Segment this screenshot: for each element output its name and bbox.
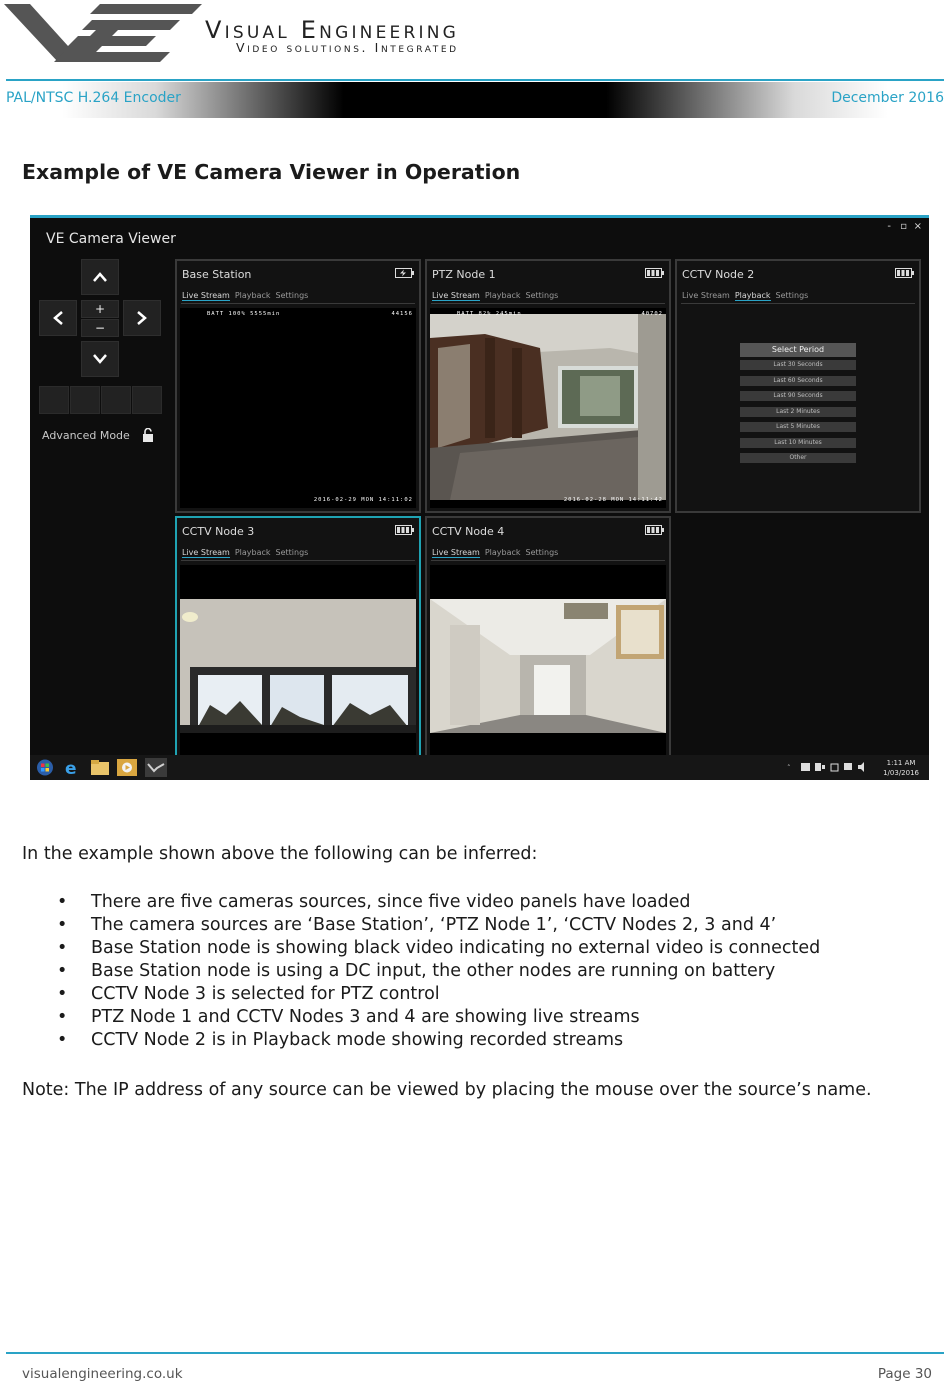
tab-live-stream[interactable]: Live Stream bbox=[182, 548, 230, 557]
preset-button-4[interactable] bbox=[132, 386, 162, 414]
document-title: PAL/NTSC H.264 Encoder bbox=[6, 90, 181, 106]
footer-rule bbox=[6, 1352, 944, 1354]
list-item-text: Base Station node is using a DC input, the other nodes are running on battery bbox=[91, 961, 776, 981]
tab-settings[interactable]: Settings bbox=[275, 291, 309, 300]
unlock-icon[interactable] bbox=[142, 428, 154, 442]
clock-time: 1:11 AM bbox=[886, 759, 916, 767]
video-panel-ptz-node-1[interactable] bbox=[425, 259, 671, 513]
period-option[interactable]: Last 30 Seconds bbox=[740, 360, 856, 370]
document-date: December 2016 bbox=[831, 90, 944, 106]
footer-website: visualengineering.co.uk bbox=[22, 1366, 183, 1382]
start-button-icon[interactable] bbox=[34, 758, 56, 777]
pan-right-button[interactable] bbox=[123, 300, 161, 336]
video-feed-corridor bbox=[430, 565, 666, 765]
video-panel-cctv-node-2[interactable] bbox=[675, 259, 921, 513]
video-panel-cctv-node-3[interactable] bbox=[175, 516, 421, 770]
battery-icon bbox=[645, 525, 664, 535]
panel-divider bbox=[681, 303, 915, 304]
period-option[interactable]: Other bbox=[740, 453, 856, 463]
panel-divider bbox=[431, 560, 665, 561]
select-period-header: Select Period bbox=[740, 343, 856, 357]
osd-timestamp: 2016-02-29 MON 14:11:02 bbox=[313, 497, 413, 503]
chevron-left-icon bbox=[53, 311, 63, 325]
ve-camera-viewer-taskbar-icon[interactable] bbox=[145, 758, 167, 777]
stairwell-scene bbox=[430, 308, 666, 508]
video-feed-window-room bbox=[180, 565, 416, 765]
list-item bbox=[57, 1006, 820, 1029]
panel-divider bbox=[431, 303, 665, 304]
video-panel-base-station[interactable] bbox=[175, 259, 421, 513]
period-option[interactable]: Last 2 Minutes bbox=[740, 407, 856, 417]
battery-icon bbox=[895, 268, 914, 278]
pan-left-button[interactable] bbox=[39, 300, 77, 336]
panel-title[interactable]: CCTV Node 3 bbox=[182, 525, 255, 538]
restore-button[interactable]: ▫ bbox=[900, 221, 907, 232]
app-title: VE Camera Viewer bbox=[46, 231, 176, 247]
panel-title[interactable]: CCTV Node 2 bbox=[682, 268, 755, 281]
brand-tagline: Video solutions. Integrated bbox=[236, 40, 459, 55]
list-item-text: CCTV Node 2 is in Playback mode showing recorded streams bbox=[91, 1030, 624, 1050]
inference-list bbox=[57, 891, 820, 1052]
camera-viewer-screenshot bbox=[30, 215, 929, 780]
ve-logo bbox=[0, 0, 205, 66]
panel-tabs bbox=[682, 291, 813, 300]
panel-divider bbox=[181, 560, 415, 561]
internet-explorer-icon[interactable] bbox=[61, 758, 83, 777]
tab-settings[interactable]: Settings bbox=[275, 548, 309, 557]
system-tray-icons[interactable] bbox=[787, 761, 871, 773]
svg-text:e: e bbox=[65, 759, 77, 777]
chevron-up-icon bbox=[93, 272, 107, 282]
page-number: Page 30 bbox=[877, 1366, 932, 1382]
close-button[interactable]: × bbox=[913, 221, 922, 232]
panel-title[interactable]: Base Station bbox=[182, 268, 252, 281]
preset-button-2[interactable] bbox=[70, 386, 100, 414]
zoom-in-button[interactable]: + bbox=[81, 300, 119, 318]
period-option[interactable]: Last 10 Minutes bbox=[740, 438, 856, 448]
preset-button-3[interactable] bbox=[101, 386, 131, 414]
osd-battery: BATT 100% 5555min bbox=[207, 311, 281, 317]
osd-counter: 44156 bbox=[391, 311, 413, 317]
tab-playback[interactable]: Playback bbox=[484, 291, 521, 300]
battery-icon bbox=[645, 268, 664, 278]
osd-counter: 40702 bbox=[641, 311, 663, 317]
window-room-scene bbox=[180, 565, 416, 765]
period-option[interactable]: Last 90 Seconds bbox=[740, 391, 856, 401]
dc-power-icon bbox=[395, 268, 414, 278]
advanced-mode-label: Advanced Mode bbox=[42, 429, 130, 442]
section-title: Example of VE Camera Viewer in Operation bbox=[22, 160, 521, 184]
media-player-icon[interactable] bbox=[116, 758, 138, 777]
corridor-scene bbox=[430, 565, 666, 765]
video-panel-cctv-node-4[interactable] bbox=[425, 516, 671, 770]
panel-tabs bbox=[182, 291, 313, 300]
panel-tabs bbox=[432, 291, 563, 300]
note-paragraph: Note: The IP address of any source can be viewed by placing the mouse over the source’s name. bbox=[22, 1080, 872, 1100]
list-item-text: There are five cameras sources, since five video panels have loaded bbox=[91, 892, 691, 912]
tab-live-stream[interactable]: Live Stream bbox=[682, 291, 730, 300]
playback-period-menu bbox=[740, 343, 856, 469]
window-accent bbox=[30, 215, 929, 218]
chevron-right-icon bbox=[137, 311, 147, 325]
preset-button-1[interactable] bbox=[39, 386, 69, 414]
panel-title[interactable]: CCTV Node 4 bbox=[432, 525, 505, 538]
zoom-out-button[interactable]: − bbox=[81, 319, 119, 337]
list-item bbox=[57, 983, 820, 1006]
list-item bbox=[57, 891, 820, 914]
bullet-marker: • bbox=[57, 984, 68, 1004]
list-item bbox=[57, 1029, 820, 1052]
bullet-marker: • bbox=[57, 892, 68, 912]
header-rule bbox=[6, 79, 944, 81]
list-item bbox=[57, 937, 820, 960]
list-item-text: Base Station node is showing black video indicating no external video is connected bbox=[91, 938, 821, 958]
tab-playback[interactable]: Playback bbox=[484, 548, 521, 557]
period-option[interactable]: Last 5 Minutes bbox=[740, 422, 856, 432]
minimize-button[interactable]: - bbox=[887, 221, 891, 232]
tab-settings[interactable]: Settings bbox=[525, 291, 559, 300]
intro-paragraph: In the example shown above the following can be inferred: bbox=[22, 844, 538, 864]
file-explorer-icon[interactable] bbox=[89, 758, 111, 777]
chevron-down-icon bbox=[93, 354, 107, 364]
video-feed-stairwell bbox=[430, 308, 666, 508]
list-item-text: CCTV Node 3 is selected for PTZ control bbox=[91, 984, 440, 1004]
pan-up-button[interactable] bbox=[81, 259, 119, 295]
bullet-marker: • bbox=[57, 961, 68, 981]
brand-title: Visual Engineering bbox=[205, 16, 459, 44]
tab-live-stream[interactable]: Live Stream bbox=[432, 548, 480, 557]
windows-taskbar bbox=[30, 755, 929, 780]
bullet-marker: • bbox=[57, 938, 68, 958]
list-item-text: The camera sources are ‘Base Station’, ‘PTZ Node 1’, ‘CCTV Nodes 2, 3 and 4’ bbox=[91, 915, 777, 935]
period-option[interactable]: Last 60 Seconds bbox=[740, 376, 856, 386]
list-item-text: PTZ Node 1 and CCTV Nodes 3 and 4 are showing live streams bbox=[91, 1007, 640, 1027]
svg-text:˄: ˄ bbox=[787, 764, 791, 772]
pan-down-button[interactable] bbox=[81, 341, 119, 377]
panel-divider bbox=[181, 303, 415, 304]
panel-title[interactable]: PTZ Node 1 bbox=[432, 268, 496, 281]
taskbar-clock[interactable] bbox=[883, 758, 919, 778]
tab-live-stream[interactable]: Live Stream bbox=[432, 291, 480, 300]
bullet-marker: • bbox=[57, 1007, 68, 1027]
osd-battery: BATT 82% 245min bbox=[457, 311, 522, 317]
list-item bbox=[57, 960, 820, 983]
tab-playback[interactable]: Playback bbox=[734, 291, 771, 300]
tab-live-stream[interactable]: Live Stream bbox=[182, 291, 230, 300]
tab-playback[interactable]: Playback bbox=[234, 548, 271, 557]
osd-timestamp: 2016-02-28 MON 14:11:42 bbox=[563, 497, 663, 503]
tab-settings[interactable]: Settings bbox=[525, 548, 559, 557]
list-item bbox=[57, 914, 820, 937]
tab-playback[interactable]: Playback bbox=[234, 291, 271, 300]
clock-date: 1/03/2016 bbox=[883, 769, 919, 777]
bullet-marker: • bbox=[57, 915, 68, 935]
tab-settings[interactable]: Settings bbox=[775, 291, 809, 300]
bullet-marker: • bbox=[57, 1030, 68, 1050]
battery-icon bbox=[395, 525, 414, 535]
panel-tabs bbox=[182, 548, 313, 557]
video-feed-black bbox=[180, 308, 416, 508]
panel-tabs bbox=[432, 548, 563, 557]
